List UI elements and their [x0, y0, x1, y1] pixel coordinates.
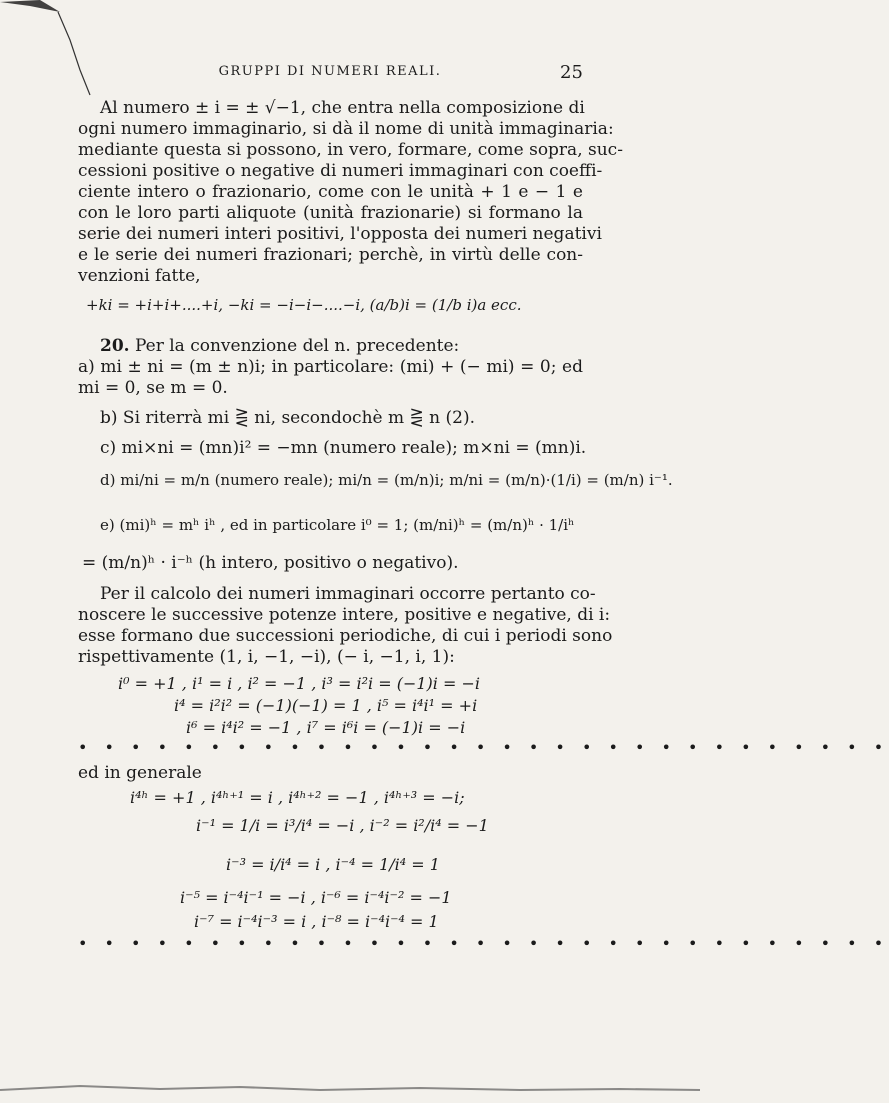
section-number: 20.	[100, 336, 130, 356]
powers-line: i⁰ = +1 , i¹ = i , i² = −1 , i³ = i²i = (−1)i = −i	[118, 674, 481, 693]
text-line: ciente intero o frazionario, come con le unità + 1 e − 1 e	[78, 182, 583, 202]
text-line: esse formano due successioni periodiche, di cui i periodi sono	[78, 626, 613, 646]
text-line: ed in generale	[78, 763, 202, 783]
text-line: mediante questa si possono, in vero, formare, come sopra, suc-	[78, 140, 623, 160]
general-line: i⁻⁷ = i⁻⁴i⁻³ = i , i⁻⁸ = i⁻⁴i⁻⁴ = 1	[194, 912, 439, 931]
text-line: cessioni positive o negative di numeri immaginari con coeffi-	[78, 161, 603, 181]
text-line: venzioni fatte,	[78, 266, 201, 286]
text-line: con le loro parti aliquote (unità frazionarie) si formano la	[78, 203, 583, 223]
item-e: e) (mi)ʰ = mʰ iʰ , ed in particolare i⁰ = 1; (m/ni)ʰ = (m/n)ʰ · 1/iʰ	[100, 516, 575, 534]
general-line: i⁻¹ = 1/i = i³/i⁴ = −i , i⁻² = i²/i⁴ = −1	[196, 816, 489, 835]
text-line: rispettivamente (1, i, −1, −i), (− i, −1, i, 1):	[78, 647, 455, 667]
general-line: i⁻³ = i/i⁴ = i , i⁻⁴ = 1/i⁴ = 1	[226, 855, 440, 874]
page-number: 25	[560, 62, 583, 83]
section-intro: Per la convenzione del n. precedente:	[134, 336, 460, 356]
dotted-separator: • • • • • • • • • • • • • • • • • • • • • • • • • • • • • • •	[78, 738, 889, 757]
text-line: Per il calcolo dei numeri immaginari occorre pertanto co-	[100, 584, 596, 604]
text-line: serie dei numeri interi positivi, l'opposta dei numeri negativi	[78, 224, 602, 244]
section-20-heading	[100, 336, 580, 357]
item-c: c) mi×ni = (mn)i² = −mn (numero reale); m×ni = (mn)i.	[100, 438, 587, 458]
powers-line: i⁴ = i²i² = (−1)(−1) = 1 , i⁵ = i⁴i¹ = +i	[174, 696, 478, 715]
dotted-separator: • • • • • • • • • • • • • • • • • • • • • • • • • • • • • • •	[78, 934, 889, 953]
item-e-continued: = (m/n)ʰ · i⁻ʰ (h intero, positivo o negativo).	[82, 553, 459, 573]
running-title: GRUPPI DI NUMERI REALI.	[218, 64, 442, 79]
text-line: Al numero ± i = ± √−1, che entra nella composizione di	[100, 98, 585, 118]
scan-edge-mark-bottom	[0, 1080, 700, 1103]
text-line: a) mi ± ni = (m ± n)i; in particolare: (mi) + (− mi) = 0; ed	[78, 357, 583, 377]
item-d: d) mi/ni = m/n (numero reale); mi/n = (m/n)i; m/ni = (m/n)·(1/i) = (m/n) i⁻¹.	[100, 471, 673, 489]
text-line: ogni numero immaginario, si dà il nome di unità immaginaria:	[78, 119, 614, 139]
general-line: i⁻⁵ = i⁻⁴i⁻¹ = −i , i⁻⁶ = i⁻⁴i⁻² = −1	[180, 888, 452, 907]
item-b: b) Si riterrà mi ⋛ ni, secondochè m ⋛ n (2).	[100, 408, 476, 428]
powers-line: i⁶ = i⁴i² = −1 , i⁷ = i⁶i = (−1)i = −i	[186, 718, 466, 737]
text-line: noscere le successive potenze intere, positive e negative, di i:	[78, 605, 611, 625]
text-line: e le serie dei numeri frazionari; perchè, in virtù delle con-	[78, 245, 583, 265]
general-line: i⁴ʰ = +1 , i⁴ʰ⁺¹ = i , i⁴ʰ⁺² = −1 , i⁴ʰ⁺³ = −i;	[130, 788, 465, 807]
equation-series: +ki = +i+i+....+i, −ki = −i−i−....−i, (a/b)i = (1/b i)a ecc.	[86, 296, 522, 314]
text-line: mi = 0, se m = 0.	[78, 378, 228, 398]
